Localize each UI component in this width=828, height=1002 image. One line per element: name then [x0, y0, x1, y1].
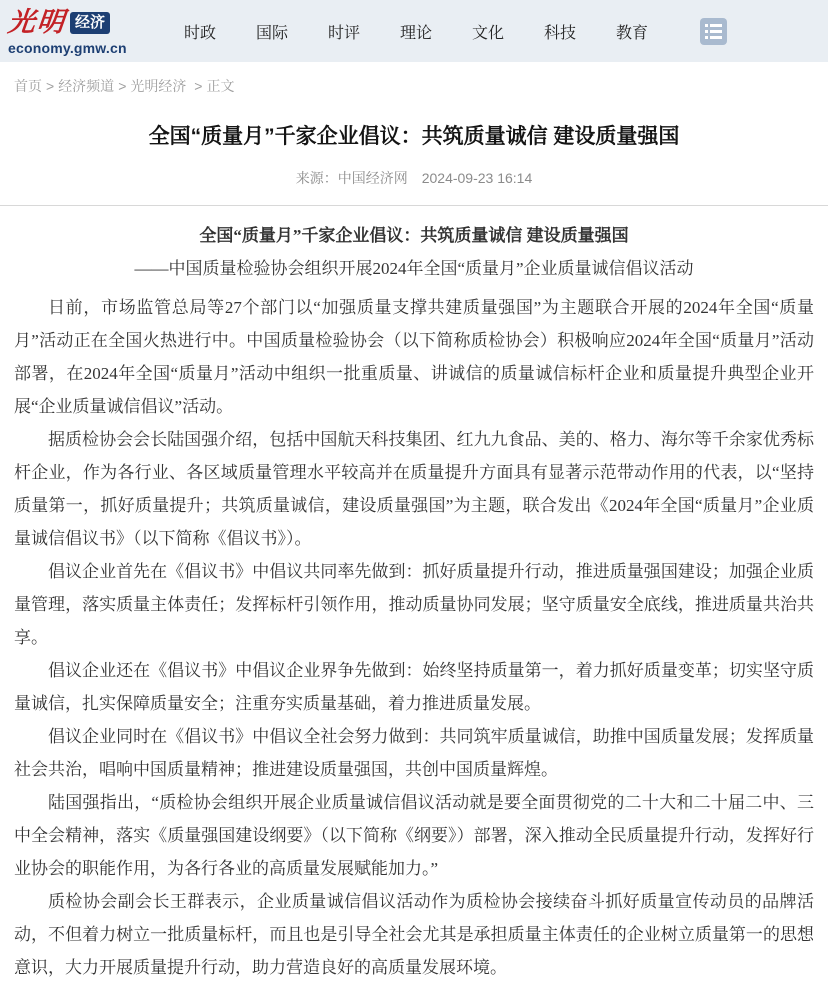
- article-paragraph: 陆国强指出，“质检协会组织开展企业质量诚信倡议活动就是要全面贯彻党的二十大和二十届二中、三中全会精神，落实《质量强国建设纲要》（以下简称《纲要》）部署，深入推动全民质量提升行动，发挥好行业协会的职能作用，为各行各业的高质量发展赋能加力。”: [14, 793, 814, 879]
- article-source: 来源：中国经济网: [295, 170, 408, 187]
- site-header: [0, 0, 828, 62]
- breadcrumb-guangming-economy[interactable]: 光明经济: [130, 78, 187, 94]
- article-paragraph: 日前，市场监管总局等27个部门以“加强质量支撑共建质量强国”为主题联合开展的2024年全国“质量月”活动正在全国火热进行中。中国质量检验协会（以下简称质检协会）积极响应2024年全国“质量月”活动部署，在2024年全国“质量月”活动中组织一批重质量、讲诚信的质量诚信标杆企业和质量提升典型企业开展“企业质量诚信倡议”活动。: [14, 298, 814, 417]
- logo-guangming-script: 光明: [6, 7, 68, 38]
- article-body: [0, 206, 828, 1002]
- breadcrumb-separator: >: [194, 78, 203, 94]
- logo-domain-text: economy.gmw.cn: [8, 39, 127, 56]
- logo-economy-badge: 经济: [70, 12, 110, 34]
- breadcrumb-current-page: 正文: [206, 78, 235, 94]
- main-nav: [164, 20, 668, 43]
- logo-brand-row: [8, 7, 144, 39]
- nav-item-jiaoyu[interactable]: 教育: [615, 24, 648, 42]
- menu-row-decoration: [705, 36, 722, 39]
- breadcrumb-separator: >: [118, 78, 127, 94]
- breadcrumb-home[interactable]: 首页: [14, 78, 42, 94]
- article-paragraph: 倡议企业首先在《倡议书》中倡议共同率先做到：抓好质量提升行动，推进质量强国建设；加强企业质量管理，落实质量主体责任；发挥标杆引领作用，推动质量协同发展；坚守质量安全底线，推进质量共治共享。: [14, 562, 814, 648]
- breadcrumb: [0, 62, 828, 102]
- article-paragraph: 据质检协会会长陆国强介绍，包括中国航天科技集团、红九九食品、美的、格力、海尔等千余家优秀标杆企业，作为各行业、各区域质量管理水平较高并在质量提升方面具有显著示范带动作用的代表，以“坚持质量第一，抓好质量提升；共筑质量诚信，建设质量强国”为主题，联合发出《2024年全国“质量月”企业质量诚信倡议书》（以下简称《倡议书》）。: [14, 430, 814, 549]
- nav-item-shiping[interactable]: 时评: [327, 24, 360, 42]
- article-datetime: 2024-09-23 16:14: [421, 170, 533, 187]
- menu-row-decoration: [705, 24, 722, 27]
- article-meta: [0, 168, 828, 188]
- article-paragraph: 倡议企业同时在《倡议书》中倡议全社会努力做到：共同筑牢质量诚信，助推中国质量发展；发挥质量社会共治，唱响中国质量精神；推进建设质量强国，共创中国质量辉煌。: [14, 727, 814, 780]
- page-title: 全国“质量月”千家企业倡议：共筑质量诚信 建设质量强国: [148, 125, 680, 148]
- article-paragraph: 倡议企业还在《倡议书》中倡议企业界争先做到：始终坚持质量第一，着力抓好质量变革；切实坚守质量诚信，扎实保障质量安全；注重夯实质量基础，着力推进质量发展。: [14, 661, 814, 714]
- nav-item-guoji[interactable]: 国际: [255, 24, 288, 42]
- list-menu-icon[interactable]: [700, 18, 727, 45]
- site-logo[interactable]: [8, 7, 144, 56]
- nav-item-wenhua[interactable]: 文化: [471, 24, 504, 42]
- nav-item-shizheng[interactable]: 时政: [183, 24, 216, 42]
- breadcrumb-economy-channel[interactable]: 经济频道: [58, 78, 115, 94]
- article-subtitle: ——中国质量检验协会组织开展2024年全国“质量月”企业质量诚信倡议活动: [134, 259, 694, 279]
- nav-item-keji[interactable]: 科技: [543, 24, 576, 42]
- article-paragraph: 质检协会副会长王群表示，企业质量诚信倡议活动作为质检协会接续奋斗抓好质量宣传动员的品牌活动，不但着力树立一批质量标杆，而且也是引导全社会尤其是承担质量主体责任的企业树立质量第一的思想意识，大力开展质量提升行动，助力营造良好的高质量发展环境。: [14, 892, 814, 978]
- breadcrumb-separator: >: [46, 78, 55, 94]
- article-inner-title: 全国“质量月”千家企业倡议：共筑质量诚信 建设质量强国: [199, 226, 629, 246]
- nav-item-lilun[interactable]: 理论: [399, 24, 432, 42]
- menu-row-decoration: [705, 30, 722, 33]
- article-head: [0, 122, 828, 206]
